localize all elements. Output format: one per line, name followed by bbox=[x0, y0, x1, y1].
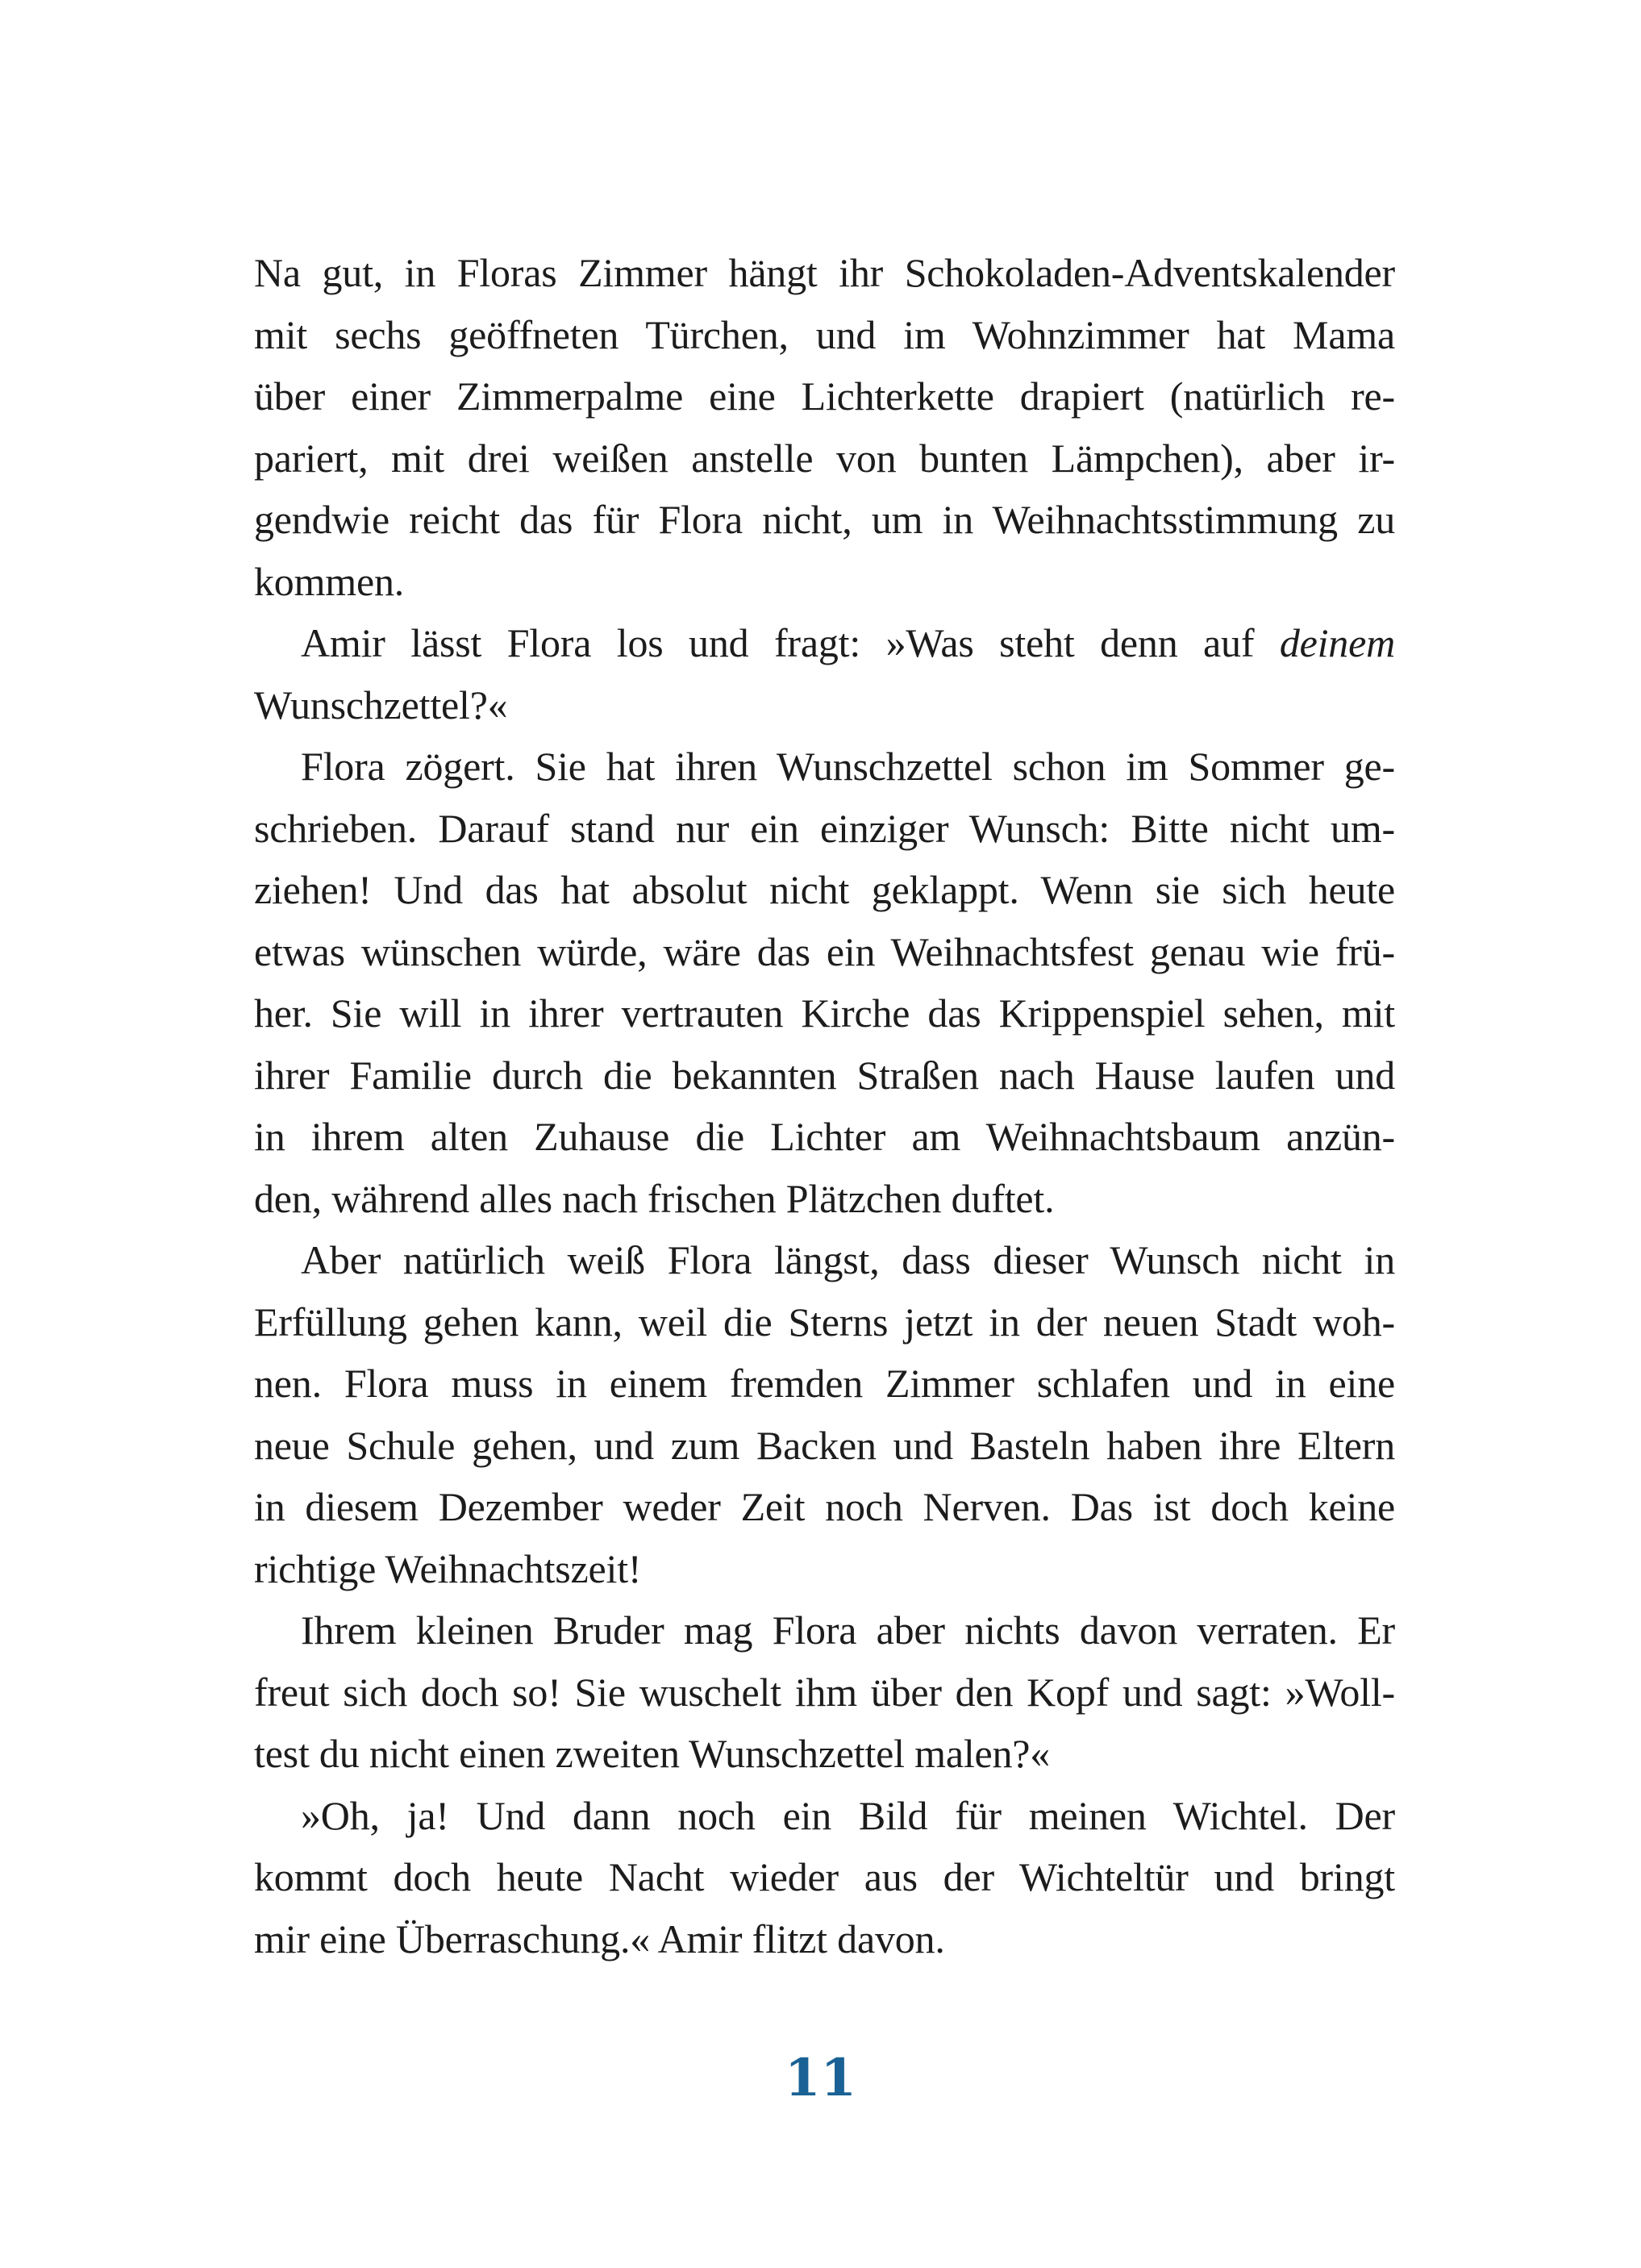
paragraph bbox=[254, 1599, 1395, 1785]
text-segment: nen. Flora muss in einem fremden Zimmer schlafen und in eine bbox=[254, 1361, 1395, 1406]
text-block bbox=[254, 242, 1395, 1970]
text-segment: mit sechs geöffneten Türchen, und im Wohnzimmer hat Mama bbox=[254, 311, 1395, 357]
text-segment: test du nicht einen zweiten Wunschzettel malen?« bbox=[254, 1731, 1051, 1776]
text-line bbox=[254, 982, 1395, 1044]
text-line bbox=[254, 921, 1395, 983]
text-segment: freut sich doch so! Sie wuschelt ihm über den Kopf und sagt: »Woll- bbox=[254, 1669, 1395, 1715]
text-line bbox=[254, 674, 1395, 736]
text-segment: ihrer Familie durch die bekannten Straßen nach Hause laufen und bbox=[254, 1052, 1395, 1098]
text-segment: Amir lässt Flora los und fragt: »Was steht denn auf bbox=[301, 620, 1280, 665]
text-segment: Erfüllung gehen kann, weil die Sterns jetzt in der neuen Stadt woh- bbox=[254, 1299, 1395, 1345]
text-line bbox=[254, 736, 1395, 798]
text-segment: pariert, mit drei weißen anstelle von bunten Lämpchen), aber ir- bbox=[254, 435, 1395, 481]
text-line bbox=[254, 551, 1395, 613]
text-line bbox=[254, 1723, 1395, 1785]
text-line bbox=[254, 304, 1395, 366]
paragraph bbox=[254, 1785, 1395, 1970]
text-segment: den, während alles nach frischen Plätzchen duftet. bbox=[254, 1175, 1055, 1221]
paragraph bbox=[254, 242, 1395, 612]
text-line bbox=[254, 1785, 1395, 1847]
text-line bbox=[254, 427, 1395, 490]
text-segment: etwas wünschen würde, wäre das ein Weihnachtsfest genau wie frü- bbox=[254, 928, 1395, 974]
text-segment: »Oh, ja! Und dann noch ein Bild für meinen Wichtel. Der bbox=[301, 1792, 1395, 1838]
text-segment: gendwie reicht das für Flora nicht, um in Weihnachtsstimmung zu bbox=[254, 497, 1395, 542]
text-segment: Aber natürlich weiß Flora längst, dass dieser Wunsch nicht in bbox=[301, 1237, 1395, 1282]
text-line bbox=[254, 859, 1395, 921]
text-segment: schrieben. Darauf stand nur ein einziger Wunsch: Bitte nicht um- bbox=[254, 805, 1395, 851]
text-line bbox=[254, 1168, 1395, 1230]
text-segment: richtige Weihnachtszeit! bbox=[254, 1545, 642, 1591]
text-line bbox=[254, 489, 1395, 551]
text-line bbox=[254, 1044, 1395, 1107]
paragraph bbox=[254, 736, 1395, 1229]
italic-text: deinem bbox=[1279, 620, 1395, 665]
text-line bbox=[254, 242, 1395, 304]
text-line bbox=[254, 1599, 1395, 1661]
text-segment: mir eine Überraschung.« Amir flitzt davon. bbox=[254, 1916, 945, 1962]
text-segment: kommt doch heute Nacht wieder aus der Wichteltür und bringt bbox=[254, 1854, 1395, 1899]
text-line bbox=[254, 1661, 1395, 1724]
text-line bbox=[254, 1229, 1395, 1291]
text-segment: neue Schule gehen, und zum Backen und Basteln haben ihre Eltern bbox=[254, 1422, 1395, 1468]
page-number: 11 bbox=[784, 2048, 857, 2108]
text-line bbox=[254, 1291, 1395, 1353]
text-line bbox=[254, 365, 1395, 427]
text-line bbox=[254, 612, 1395, 674]
text-segment: in diesem Dezember weder Zeit noch Nerven. Das ist doch keine bbox=[254, 1484, 1395, 1529]
text-segment: Ihrem kleinen Bruder mag Flora aber nichts davon verraten. Er bbox=[301, 1607, 1395, 1653]
text-segment: ziehen! Und das hat absolut nicht geklappt. Wenn sie sich heute bbox=[254, 867, 1395, 912]
text-line bbox=[254, 1846, 1395, 1908]
text-segment: über einer Zimmerpalme eine Lichterkette drapiert (natürlich re- bbox=[254, 373, 1395, 419]
text-segment: in ihrem alten Zuhause die Lichter am Weihnachtsbaum anzün- bbox=[254, 1114, 1395, 1159]
text-segment: kommen. bbox=[254, 558, 405, 604]
paragraph bbox=[254, 1229, 1395, 1599]
text-line bbox=[254, 1538, 1395, 1600]
text-segment: Na gut, in Floras Zimmer hängt ihr Schokoladen-Adventskalender bbox=[254, 250, 1395, 295]
text-line bbox=[254, 1106, 1395, 1168]
text-segment: Flora zögert. Sie hat ihren Wunschzettel schon im Sommer ge- bbox=[301, 744, 1395, 789]
text-line bbox=[254, 1353, 1395, 1415]
text-segment: Wunschzettel?« bbox=[254, 682, 508, 728]
text-line bbox=[254, 1908, 1395, 1970]
paragraph bbox=[254, 612, 1395, 736]
text-line bbox=[254, 1415, 1395, 1477]
text-segment: her. Sie will in ihrer vertrauten Kirche das Krippenspiel sehen, mit bbox=[254, 990, 1395, 1036]
text-line bbox=[254, 1476, 1395, 1538]
text-line bbox=[254, 798, 1395, 860]
